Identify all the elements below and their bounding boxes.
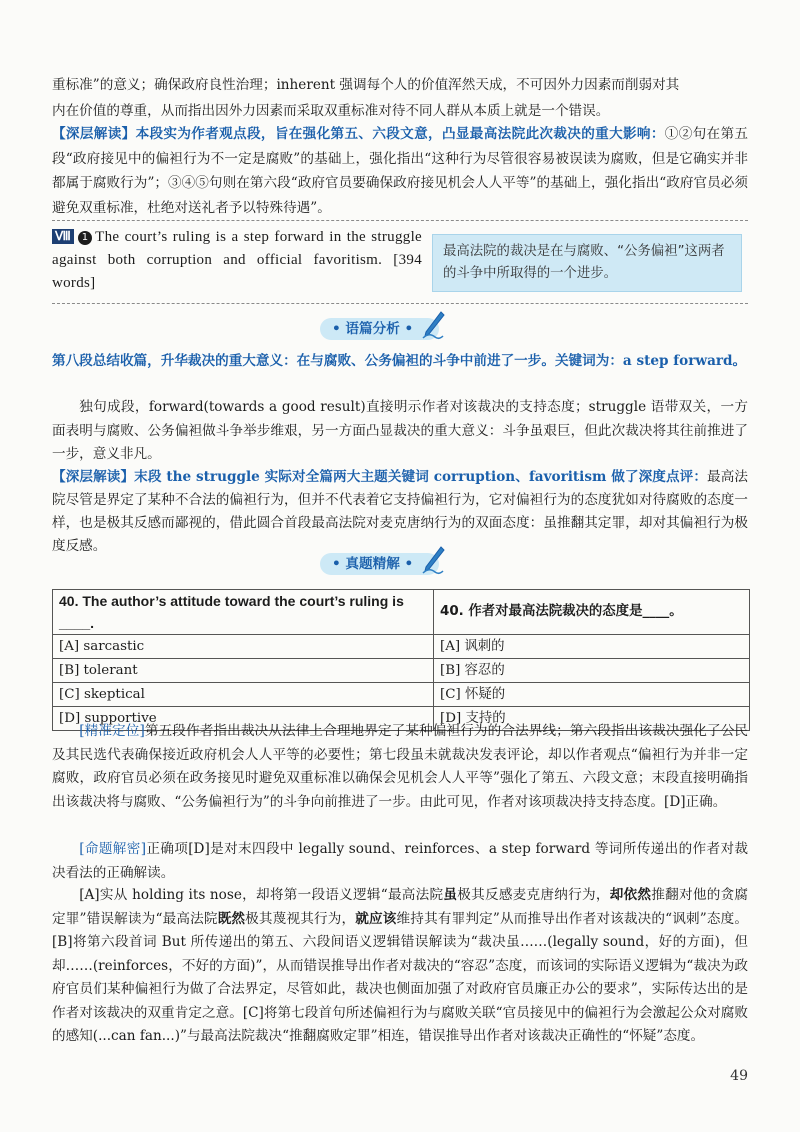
option-a-en: [A] sarcastic: [53, 635, 434, 659]
section-title-analysis: [320, 318, 439, 340]
wrong-text: 维持其有罪判定”从而推导出作者对该裁决的“讽刺”态度。[B]将第六段首词 But 所传递出的第五、六段间语义逻辑错误解读为“裁决虽……(legally sound，好的方面)，但却……(reinforces，不好的方面)”，从而错误推导出作者对裁决的“容忍”态度，而该词的实际语义逻辑为“裁决为政府官员们某种偏袒行为做了合法界定，尽管如此，裁决也侧面加强了对政府官员廉正办公的要求”，实际传达出的是作者对该裁决的双重肯定之意。[C]将第七段首句所述偏袒行为与腐败关联“官员接见中的偏袒行为会激起公众对腐败的感知(...can fan...)”与最高法院裁决“推翻腐败定罪”相连，错误推导出作者对该裁决正确性的“怀疑”态度。: [52, 910, 749, 1044]
option-c-en: [C] skeptical: [53, 683, 434, 707]
question-row: [53, 590, 750, 635]
exam-title: • 真题精解 •: [332, 556, 414, 572]
para7-line1: 重标准”的意义；确保政府良性治理；inherent 强调每个人的价值浑然天成，不可因外力因素而削弱对其: [52, 77, 680, 93]
para8-translation: 最高法院的裁决是在与腐败、“公务偏袒”这两者的斗争中所取得的一个进步。: [443, 244, 725, 281]
decode-text: 正确项[D]是对末四段中 legally sound、reinforces、a step forward 等词所传递出的作者对裁决看法的正确解读。: [52, 841, 748, 881]
analysis-deep: [52, 466, 748, 558]
deep-rest: ①②句在第五段“政府接见中的偏袒行为不一定是腐败”的基础上，强化指出“这种行为尽管很容易被误读为腐败，但是它确实并非都属于腐败行为”；③④⑤句则在第六段“政府官员要确保政府接见机会人人平等”的基础上，强化指出“政府官员必须避免双重标准，杜绝对送礼者予以特殊待遇”。: [52, 126, 749, 216]
option-d-cn: [D] 支持的: [434, 707, 750, 731]
question-cn: 40. 作者对最高法院裁决的态度是____。: [434, 590, 750, 635]
wrong-options-paragraph: [52, 884, 748, 1049]
sentence-number-icon: 1: [78, 231, 92, 245]
wrong-keyword: 既然: [217, 910, 246, 927]
wrong-keyword: 却依然: [609, 887, 652, 903]
analysis-deep-bold: 末段 the struggle 实际对全篇两大主题关键词 corruption、favoritism 做了深度点评：: [134, 469, 708, 485]
decode-label: [命题解密]: [79, 841, 146, 857]
decode-paragraph: [52, 838, 748, 885]
option-row: [53, 635, 750, 659]
deep-label: 【深层解读】: [52, 126, 136, 142]
option-c-cn: [C] 怀疑的: [434, 683, 750, 707]
page-number: 49: [730, 1068, 748, 1084]
analysis-deep-label: 【深层解读】: [52, 469, 135, 485]
analysis-deep-rest: 最高法院尽管是界定了某种不合法的偏袒行为，但并不代表着它支持偏袒行为，它对偏袒行为的态度犹如对待腐败的态度一样，也是极其反感而鄙视的，借此圆合首段最高法院对麦克唐纳行为的双面态度：虽推翻其定罪，却对其偏袒行为极度反感。: [52, 469, 749, 554]
para7-line2: 内在价值的尊重，从而指出因外力因素而采取双重标准对待不同人群从本质上就是一个错误。: [52, 103, 610, 119]
option-d-en: [D] supportive: [53, 707, 434, 731]
wrong-text: 推翻对他的贪腐定罪”错误解读为“最高法院: [52, 887, 749, 927]
divider-bottom: [52, 303, 748, 304]
option-row: [53, 683, 750, 707]
wrong-text: 极其反感麦克唐纳行为，: [457, 887, 610, 903]
locate-paragraph: [52, 720, 748, 814]
section-title-exam: [320, 553, 439, 575]
pen-icon: [421, 310, 445, 340]
analysis-summary: 第八段总结收篇，升华裁决的重大意义：在与腐败、公务偏袒的斗争中前进了一步。关键词为：a step forward。: [52, 353, 747, 369]
option-a-cn: [A] 讽刺的: [434, 635, 750, 659]
analysis-title: • 语篇分析 •: [332, 321, 414, 337]
locate-label: [精准定位]: [79, 723, 145, 739]
para8-english: [52, 226, 422, 295]
roman-numeral-badge: Ⅷ: [52, 229, 74, 244]
analysis-body: 独句成段，forward(towards a good result)直接明示作者对该裁决的支持态度；struggle 语带双关，一方面表明与腐败、公务偏袒做斗争举步维艰，另一方面凸显裁决的重大意义：斗争虽艰巨，但此次裁决将其往前推进了一步，意义非凡。: [52, 399, 748, 462]
wrong-keyword: 就应该: [355, 910, 397, 927]
wrong-text: 极其蔑视其行为，: [245, 910, 356, 927]
wrong-keyword: 虽: [443, 887, 458, 903]
question-en: 40. The author’s attitude toward the court’s ruling is ____.: [53, 590, 434, 635]
divider-top: [52, 220, 748, 221]
para8-translation-box: [432, 234, 742, 292]
option-b-cn: [B] 容忍的: [434, 659, 750, 683]
deep-reading-7: [52, 122, 748, 220]
deep-bold: 本段实为作者观点段，旨在强化第五、六段文意，凸显最高法院此次裁决的重大影响：: [135, 126, 665, 142]
option-row: [53, 659, 750, 683]
para8-text: The court’s ruling is a step forward in the struggle against both corruption and official favoritism. [394 words]: [52, 229, 422, 291]
wrong-text: [A]实从 holding its nose，却将第一段语义逻辑“最高法院: [79, 887, 444, 903]
locate-text: 第五段作者指出裁决从法律上合理地界定了某种偏袒行为的合法界线；第六段指出该裁决强化了公民及其民选代表确保接近政府机会人人平等的必要性；第七段虽未就裁决发表评论，却以作者观点“偏袒行为并非一定腐败，政府官员必须在政务接见时避免双重标准以确保会见机会人人平等”强化了第五、六段文意；末段直接明确指出该裁决将与腐败、“公务偏袒行为”的斗争向前推进了一步。由此可见，作者对该项裁决持支持态度。[D]正确。: [52, 723, 749, 810]
option-b-en: [B] tolerant: [53, 659, 434, 683]
pen-icon: [421, 545, 445, 575]
question-table: [52, 589, 750, 731]
